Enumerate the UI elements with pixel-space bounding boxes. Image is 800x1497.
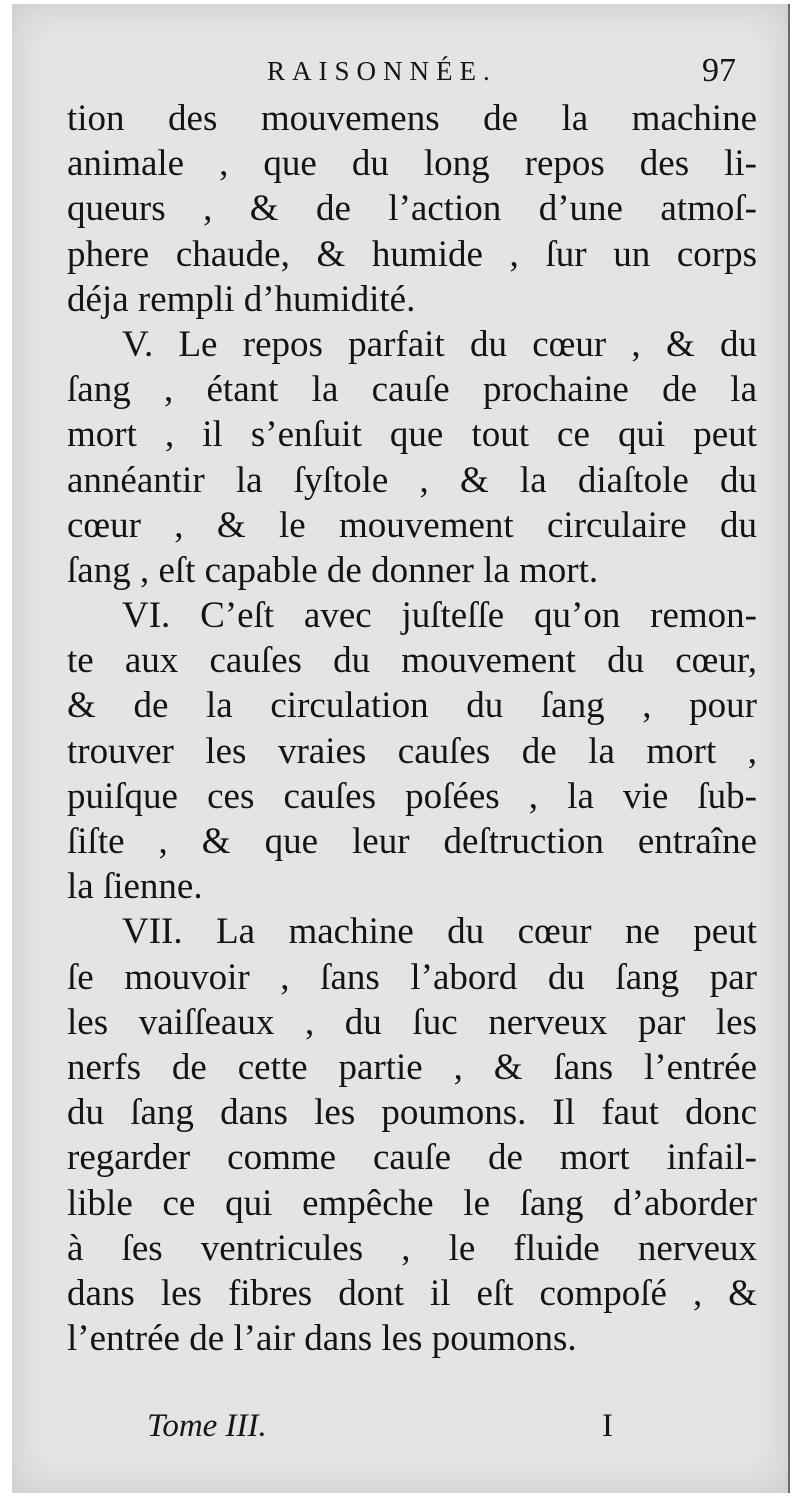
page-number: 97	[702, 52, 736, 89]
text-line: regarder comme cauſe de mort infail-	[67, 1137, 757, 1179]
text-line: VI. C’eſt avec juſteſſe qu’on remon-	[122, 595, 757, 637]
text-line: tion des mouvemens de la machine	[67, 98, 757, 139]
text-line: & de la circulation du ſang , pour	[67, 685, 757, 727]
text-line: mort , il s’enſuit que tout ce qui peut	[67, 414, 757, 456]
text-line: ſang , eſt capable de donner la mort.	[67, 549, 599, 591]
text-line: animale , que du long repos des li-	[67, 143, 757, 185]
text-line: la ſienne.	[67, 866, 203, 908]
body-text	[67, 96, 757, 1361]
page-footer	[12, 1408, 788, 1458]
text-line: du ſang dans les poumons. Il faut donc	[67, 1092, 757, 1134]
text-line: VII. La machine du cœur ne peut	[122, 911, 757, 953]
text-line: les vaiſſeaux , du ſuc nerveux par les	[67, 1001, 757, 1043]
text-line: l’entrée de l’air dans les poumons.	[67, 1318, 577, 1360]
signature-mark: I	[602, 1408, 613, 1444]
text-line: ſiſte , & que leur deſtruction entraîne	[67, 821, 757, 862]
text-line: nerfs de cette partie , & ſans l’entrée	[67, 1046, 757, 1088]
text-line: V. Le repos parfait du cœur , & du	[122, 323, 757, 365]
text-line: ſe mouvoir , ſans l’abord du ſang par	[67, 956, 757, 998]
text-line: annéantir la ſyſtole , & la diaſtole du	[67, 459, 757, 501]
running-head: RAISONNÉE.	[267, 56, 497, 86]
volume-label: Tome III.	[147, 1408, 267, 1444]
text-line: phere chaude, & humide , ſur un corps	[67, 233, 757, 275]
text-line: cœur , & le mouvement circulaire du	[67, 504, 757, 546]
text-line: dans les fibres dont il eſt compoſé , &	[67, 1272, 757, 1314]
text-line: à ſes ventricules , le fluide nerveux	[67, 1227, 757, 1269]
text-line: ſang , étant la cauſe prochaine de la	[67, 369, 757, 411]
book-page	[12, 4, 790, 1493]
text-line: queurs , & de l’action d’une atmoſ-	[67, 188, 757, 230]
text-line: puiſque ces cauſes poſées , la vie ſub-	[67, 775, 757, 817]
text-line: trouver les vraies cauſes de la mort ,	[67, 730, 757, 772]
text-line: déja rempli d’humidité.	[67, 278, 416, 320]
text-line: te aux cauſes du mouvement du cœur,	[67, 640, 757, 682]
text-line: lible ce qui empêche le ſang d’aborder	[67, 1182, 757, 1224]
